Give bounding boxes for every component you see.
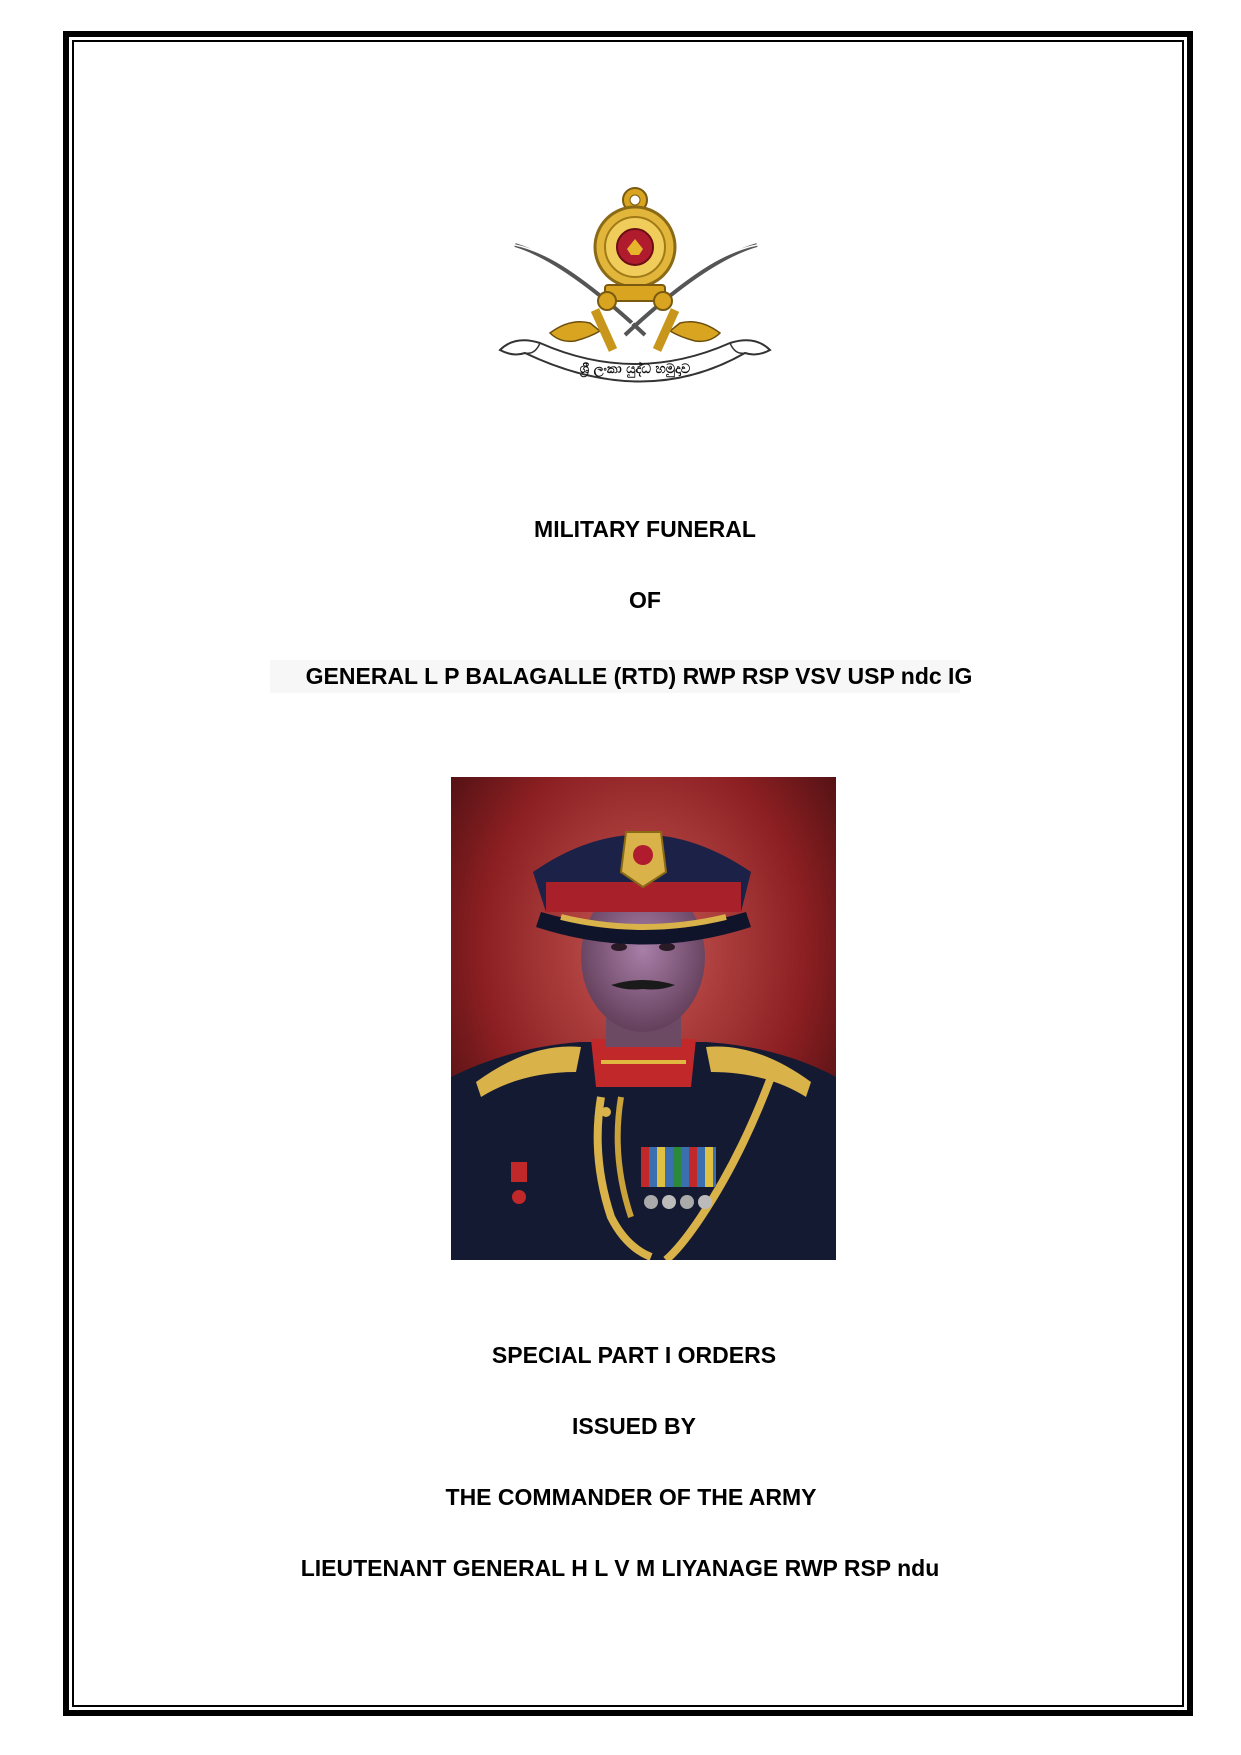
title-line-2: OF (629, 587, 661, 613)
army-crest-icon (495, 185, 775, 410)
deceased-name: GENERAL L P BALAGALLE (RTD) RWP RSP VSV USP ndc IG (305, 663, 973, 689)
army-emblem (495, 185, 775, 410)
portrait-photo (451, 777, 836, 1260)
title-line-1: MILITARY FUNERAL (534, 516, 756, 542)
emblem-scroll-text: ශ්‍රී ලංකා යුද්ධ හමුදාව (579, 362, 691, 377)
issued-by: ISSUED BY (572, 1413, 696, 1439)
orders-heading: SPECIAL PART I ORDERS (491, 1342, 777, 1368)
commander-name: LIEUTENANT GENERAL H L V M LIYANAGE RWP RSP ndu (300, 1555, 940, 1581)
commander-title: THE COMMANDER OF THE ARMY (445, 1484, 817, 1510)
